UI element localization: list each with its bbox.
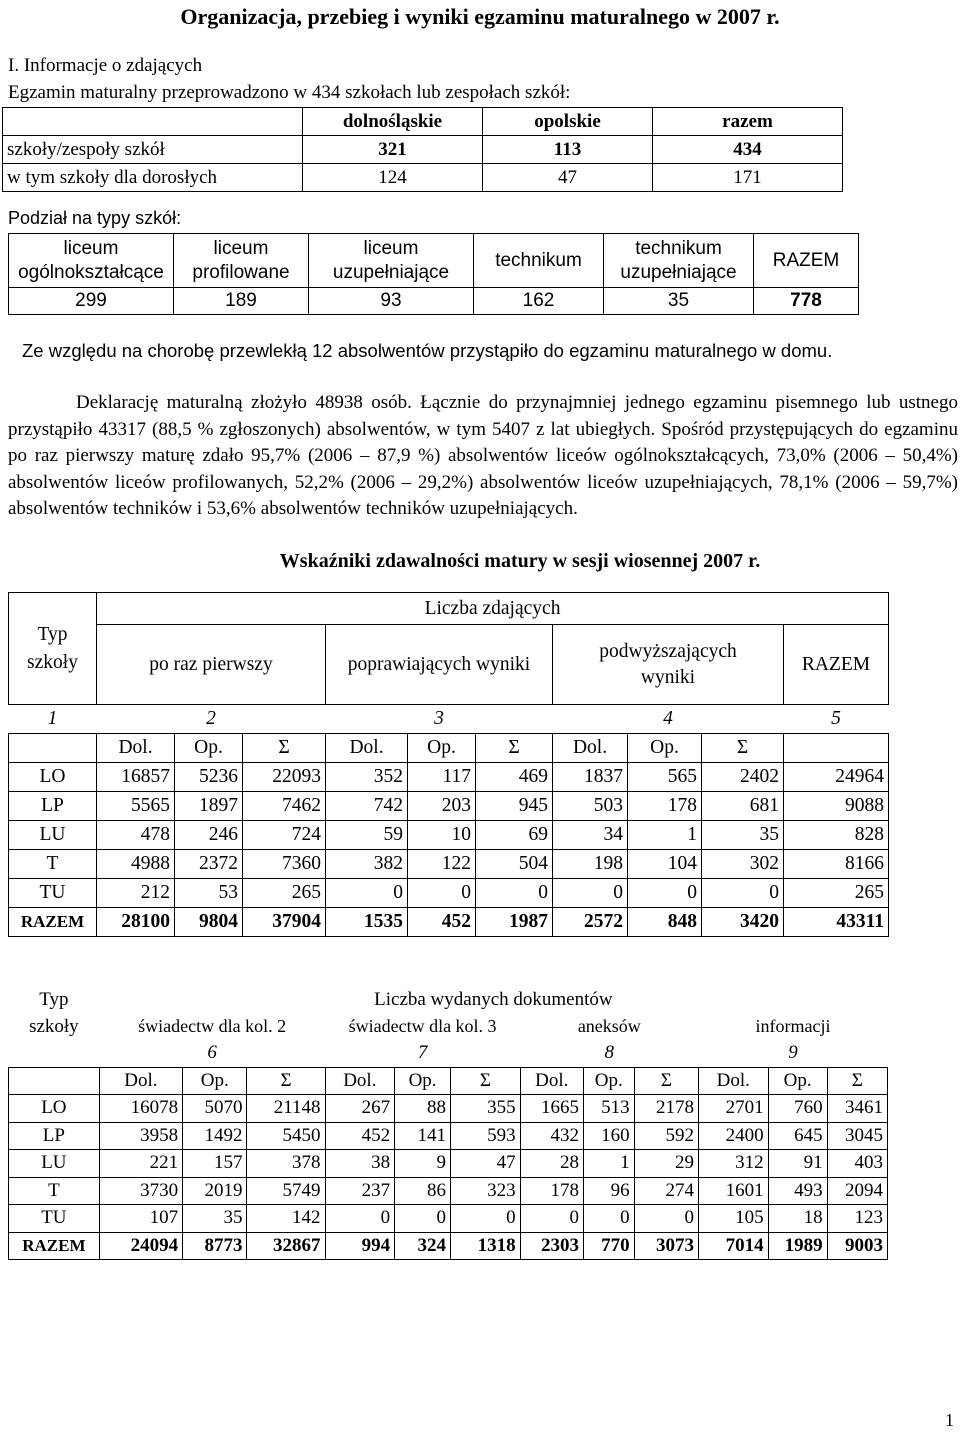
page-number: 1: [945, 1410, 954, 1430]
table-cell: 0: [326, 879, 408, 908]
row-label: LP: [9, 792, 97, 821]
total-cell: 28100: [97, 908, 175, 937]
table-cell: 945: [476, 792, 553, 821]
table-cell: 117: [408, 763, 476, 792]
col-number: 6: [207, 1042, 217, 1064]
table-cell: 198: [553, 850, 628, 879]
row-label: TU: [9, 1205, 100, 1233]
table-cell: 29: [634, 1150, 698, 1178]
total-cell: 9003: [827, 1232, 887, 1260]
table-cell: 88: [395, 1095, 451, 1123]
table-cell: 0: [520, 1205, 583, 1233]
col-annexes: aneksów: [577, 1016, 641, 1037]
sub-header: Op.: [395, 1067, 451, 1095]
table-cell: 93: [309, 288, 474, 315]
table-cell: 0: [451, 1205, 521, 1233]
table-cell: 681: [702, 792, 784, 821]
table-cell: 321: [303, 136, 483, 164]
sub-header: Dol.: [698, 1067, 768, 1095]
table-cell: 0: [476, 879, 553, 908]
table-cell: 1: [628, 821, 702, 850]
sub-header: Op.: [768, 1067, 827, 1095]
total-cell: 1535: [326, 908, 408, 937]
sub-header: Dol.: [520, 1067, 583, 1095]
table-cell: 274: [634, 1177, 698, 1205]
sub-header: Σ: [247, 1067, 325, 1095]
sub-header: Op.: [628, 734, 702, 763]
table-cell: 113: [483, 136, 653, 164]
types-heading: Podział na typy szkół:: [8, 208, 182, 228]
col-razem: RAZEM: [784, 625, 889, 705]
total-label: RAZEM: [9, 908, 97, 937]
total-cell: 1989: [768, 1232, 827, 1260]
table-cell: 38: [325, 1150, 395, 1178]
table-cell: 265: [243, 879, 326, 908]
row-label: LU: [9, 1150, 100, 1178]
total-cell: 7014: [698, 1232, 768, 1260]
type-header-tu: technikum uzupełniające: [604, 234, 754, 288]
total-row: [9, 908, 889, 937]
table-row: [9, 850, 889, 879]
table-row: [9, 763, 889, 792]
sub-header: Σ: [702, 734, 784, 763]
col-number: 3: [434, 708, 444, 729]
table-cell: 9088: [784, 792, 889, 821]
col-number: 9: [788, 1042, 798, 1064]
table-cell: 53: [175, 879, 243, 908]
row-label: szkoły/zespoły szkół: [3, 136, 303, 164]
table-cell: 142: [247, 1205, 325, 1233]
col-header-dolnoslaskie: dolnośląskie: [303, 108, 483, 136]
table-cell: 0: [634, 1205, 698, 1233]
col-certificates-3: świadectw dla kol. 3: [348, 1016, 497, 1037]
table-row: [9, 1122, 888, 1150]
col-improving: podwyższających wyniki: [553, 625, 784, 705]
table-cell: 778: [754, 288, 859, 315]
table-cell: 434: [653, 136, 843, 164]
table-cell: 35: [702, 821, 784, 850]
table-cell: 469: [476, 763, 553, 792]
table-cell: 96: [583, 1177, 634, 1205]
row-label: LO: [9, 763, 97, 792]
documents-group-header: Liczba wydanych dokumentów: [374, 989, 613, 1011]
sub-header: Σ: [243, 734, 326, 763]
table-cell: 2701: [698, 1095, 768, 1123]
table-cell: 178: [520, 1177, 583, 1205]
paragraph-home-exam: Ze względu na chorobę przewlekłą 12 absolwentów przystąpiło do egzaminu maturalnego w domu.: [22, 340, 833, 361]
table-cell: 246: [175, 821, 243, 850]
table-cell: 123: [827, 1205, 887, 1233]
row-label: LP: [9, 1122, 100, 1150]
table-cell: 91: [768, 1150, 827, 1178]
total-cell: 32867: [247, 1232, 325, 1260]
sub-header: Dol.: [97, 734, 175, 763]
table-cell: 1665: [520, 1095, 583, 1123]
sub-header: Dol.: [99, 1067, 182, 1095]
table-cell: 105: [698, 1205, 768, 1233]
sub-header: Op.: [183, 1067, 247, 1095]
section-intro: Egzamin maturalny przeprowadzono w 434 szkołach lub zespołach szkół:: [8, 82, 571, 103]
table-cell: 189: [174, 288, 309, 315]
table-cell: 645: [768, 1122, 827, 1150]
table-cell: 171: [653, 164, 843, 192]
table-cell: 35: [183, 1205, 247, 1233]
table-cell: 24964: [784, 763, 889, 792]
col-number: 7: [417, 1042, 428, 1064]
total-cell: 848: [628, 908, 702, 937]
table-cell: 7462: [243, 792, 326, 821]
table-cell: 1: [583, 1150, 634, 1178]
table-cell: 513: [583, 1095, 634, 1123]
total-cell: 3073: [634, 1232, 698, 1260]
table-row: [3, 136, 843, 164]
table-cell: 265: [784, 879, 889, 908]
table-cell: 10: [408, 821, 476, 850]
table-cell: 16078: [99, 1095, 182, 1123]
table-cell: 16857: [97, 763, 175, 792]
table-cell: 1601: [698, 1177, 768, 1205]
total-cell: 994: [325, 1232, 395, 1260]
total-cell: 43311: [784, 908, 889, 937]
table-cell: 35: [604, 288, 754, 315]
table-cell: 21148: [247, 1095, 325, 1123]
sub-header: Σ: [451, 1067, 521, 1095]
table-cell: 724: [243, 821, 326, 850]
table-cell: 3461: [827, 1095, 887, 1123]
type-header-t: technikum: [474, 234, 604, 288]
table-cell: 47: [451, 1150, 521, 1178]
table-cell: 4988: [97, 850, 175, 879]
table-cell: 0: [702, 879, 784, 908]
table-row: [9, 1205, 888, 1233]
table-cell: 59: [326, 821, 408, 850]
table-cell: 452: [325, 1122, 395, 1150]
total-cell: 770: [583, 1232, 634, 1260]
table-cell: 267: [325, 1095, 395, 1123]
table-cell: 355: [451, 1095, 521, 1123]
table-cell: 162: [474, 288, 604, 315]
total-cell: 24094: [99, 1232, 182, 1260]
col-header-opolskie: opolskie: [483, 108, 653, 136]
type-of-school-header: Typ: [39, 989, 69, 1011]
wskazniki-heading: Wskaźniki zdawalności matury w sesji wiosennej 2007 r.: [279, 550, 761, 572]
table-cell: 378: [247, 1150, 325, 1178]
table-cell: 5236: [175, 763, 243, 792]
sub-header: Σ: [634, 1067, 698, 1095]
table-row: [9, 879, 889, 908]
table-row: [9, 1177, 888, 1205]
table-cell: 104: [628, 850, 702, 879]
row-label: TU: [9, 879, 97, 908]
table-cell: 323: [451, 1177, 521, 1205]
table-cell: 742: [326, 792, 408, 821]
row-label: LO: [9, 1095, 100, 1123]
table-cell: 302: [702, 850, 784, 879]
sub-header: Σ: [827, 1067, 887, 1095]
total-cell: 1318: [451, 1232, 521, 1260]
table-cell: 2400: [698, 1122, 768, 1150]
table-cell: 478: [97, 821, 175, 850]
col-information: informacji: [755, 1016, 831, 1037]
total-row: [9, 1232, 888, 1260]
table-cell: 212: [97, 879, 175, 908]
document-title: Organizacja, przebieg i wyniki egzaminu maturalnego w 2007 r.: [180, 4, 780, 29]
table-cell: 34: [553, 821, 628, 850]
school-types-table: [8, 233, 859, 315]
sub-header: Dol.: [326, 734, 408, 763]
table-cell: 5450: [247, 1122, 325, 1150]
col-number: 8: [604, 1042, 615, 1064]
col-retaking: poprawiających wyniki: [326, 625, 553, 705]
col-number: 5: [831, 708, 841, 729]
table-cell: 565: [628, 763, 702, 792]
row-label: T: [9, 1177, 100, 1205]
total-label: RAZEM: [9, 1232, 100, 1260]
table-cell: 7360: [243, 850, 326, 879]
table-cell: 592: [634, 1122, 698, 1150]
table-cell: 28: [520, 1150, 583, 1178]
table-cell: 2372: [175, 850, 243, 879]
table-cell: 0: [325, 1205, 395, 1233]
table-row: [9, 821, 889, 850]
col-number: 4: [663, 708, 673, 729]
table-cell: 1492: [183, 1122, 247, 1150]
table-cell: 237: [325, 1177, 395, 1205]
table-cell: 18: [768, 1205, 827, 1233]
table-row: [9, 1095, 888, 1123]
table-cell: 203: [408, 792, 476, 821]
type-of-school-header-2: szkoły: [29, 1015, 79, 1037]
table-cell: 86: [395, 1177, 451, 1205]
table-cell: 493: [768, 1177, 827, 1205]
total-cell: 324: [395, 1232, 451, 1260]
table-cell: 141: [395, 1122, 451, 1150]
col-number: 2: [206, 708, 216, 729]
table-cell: 504: [476, 850, 553, 879]
sub-header: Σ: [476, 734, 553, 763]
table-cell: 0: [583, 1205, 634, 1233]
type-header-razem: RAZEM: [754, 234, 859, 288]
schools-table-corner: [3, 108, 303, 136]
table-cell: 312: [698, 1150, 768, 1178]
col-first-time: po raz pierwszy: [97, 625, 326, 705]
table-cell: 2019: [183, 1177, 247, 1205]
table-cell: 5749: [247, 1177, 325, 1205]
table-cell: 178: [628, 792, 702, 821]
sub-header: Op.: [408, 734, 476, 763]
exam-takers-table: [8, 592, 889, 937]
sub-header: Dol.: [325, 1067, 395, 1095]
type-header-lp: liceum profilowane: [174, 234, 309, 288]
table-cell: 1837: [553, 763, 628, 792]
table-cell: 3958: [99, 1122, 182, 1150]
row-label: w tym szkoły dla dorosłych: [3, 164, 303, 192]
table-cell: 160: [583, 1122, 634, 1150]
table-cell: 5565: [97, 792, 175, 821]
total-cell: 2572: [553, 908, 628, 937]
table-row: [9, 792, 889, 821]
table-row: [9, 288, 859, 315]
table-cell: 1897: [175, 792, 243, 821]
total-cell: 9804: [175, 908, 243, 937]
table-cell: 157: [183, 1150, 247, 1178]
table-cell: 2178: [634, 1095, 698, 1123]
row-label: LU: [9, 821, 97, 850]
col-certificates-2: świadectw dla kol. 2: [138, 1016, 287, 1037]
type-of-school-header: Typ szkoły: [9, 593, 97, 705]
table-cell: 9: [395, 1150, 451, 1178]
table-cell: 221: [99, 1150, 182, 1178]
table-cell: 69: [476, 821, 553, 850]
total-cell: 3420: [702, 908, 784, 937]
table-cell: 2402: [702, 763, 784, 792]
table-cell: 382: [326, 850, 408, 879]
table-cell: 0: [395, 1205, 451, 1233]
sub-header: Dol.: [553, 734, 628, 763]
total-cell: 37904: [243, 908, 326, 937]
table-cell: 299: [9, 288, 174, 315]
row-label: T: [9, 850, 97, 879]
table-cell: 5070: [183, 1095, 247, 1123]
table-cell: 503: [553, 792, 628, 821]
total-cell: 1987: [476, 908, 553, 937]
total-cell: 8773: [183, 1232, 247, 1260]
total-cell: 452: [408, 908, 476, 937]
table-cell: 593: [451, 1122, 521, 1150]
table-cell: 124: [303, 164, 483, 192]
table-row: [3, 164, 843, 192]
sub-header: Op.: [175, 734, 243, 763]
table-cell: 122: [408, 850, 476, 879]
sub-header: Op.: [583, 1067, 634, 1095]
table-cell: 403: [827, 1150, 887, 1178]
table-cell: 8166: [784, 850, 889, 879]
section-heading: I. Informacje o zdających: [8, 55, 203, 76]
table-cell: 760: [768, 1095, 827, 1123]
table-cell: 828: [784, 821, 889, 850]
paragraph-declarations: Deklarację maturalną złożyło 48938 osób. Łącznie do przynajmniej jednego egzaminu pisemnego lub ustnego przystąpiło 43317 (88,5 % zgłoszonych) absolwentów, w tym 5407 z lat ubiegłych. Spośród przystępujących do egzaminu po raz pierwszy maturę zdało 95,7% (2006 – 87,9 %) absolwentów liceów ogólnokształcących, 73,0% (2006 – 50,4%) absolwentów liceów profilowanych, 52,2% (2006 – 29,2%) absolwentów liceów uzupełniających, 78,1% (2006 – 59,7%) absolwentów techników i 53,6% absolwentów techników uzupełniających.: [8, 392, 958, 519]
table-cell: 107: [99, 1205, 182, 1233]
type-header-lu: liceum uzupełniające: [309, 234, 474, 288]
table-cell: 3730: [99, 1177, 182, 1205]
table-cell: 2094: [827, 1177, 887, 1205]
col-header-razem: razem: [653, 108, 843, 136]
table-cell: 0: [553, 879, 628, 908]
table-cell: 432: [520, 1122, 583, 1150]
documents-table: [8, 987, 888, 1260]
takers-group-header: Liczba zdających: [97, 593, 889, 625]
table-cell: 0: [408, 879, 476, 908]
type-header-lo: liceum ogólnokształcące: [9, 234, 174, 288]
total-cell: 2303: [520, 1232, 583, 1260]
schools-table: [2, 107, 843, 192]
table-cell: 352: [326, 763, 408, 792]
col-number: 1: [47, 708, 58, 729]
table-row: [9, 1150, 888, 1178]
table-cell: 22093: [243, 763, 326, 792]
table-cell: 0: [628, 879, 702, 908]
table-cell: 47: [483, 164, 653, 192]
table-cell: 3045: [827, 1122, 887, 1150]
